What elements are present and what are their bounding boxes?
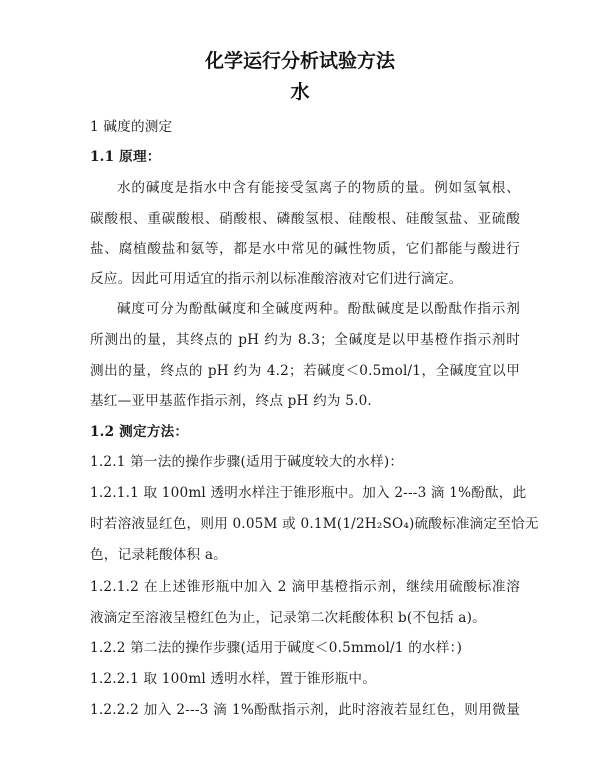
paragraph-line: 测出的量，终点的 pH 约为 4.2；若碱度＜0.5mol/1，全碱度宜以甲 bbox=[90, 363, 520, 379]
paragraph-line: 1.2.2.2 加入 2---3 滴 1%酚酞指示剂，此时溶液若显红色，则用微量 bbox=[90, 702, 520, 718]
paragraph-line: 碳酸根、重碳酸根、硝酸根、磷酸氢根、硅酸根、硅酸氢盐、亚硫酸 bbox=[90, 211, 520, 227]
section-heading: 1 碱度的测定 bbox=[90, 119, 173, 135]
document-subtitle: 水 bbox=[290, 81, 310, 103]
subsection-heading: 1.1 原理： bbox=[90, 149, 161, 165]
paragraph-line: 时若溶液显红色，则用 0.05M 或 0.1M(1/2H₂SO₄)硫酸标准滴定至恰无 bbox=[90, 516, 539, 532]
paragraph-line: 1.2.2.1 取 100ml 透明水样，置于锥形瓶中。 bbox=[90, 671, 377, 687]
paragraph-line: 碱度可分为酚酞碱度和全碱度两种。酚酞碱度是以酚酞作指示剂 bbox=[117, 301, 520, 317]
step-heading: 1.2.1 第一法的操作步骤(适用于碱度较大的水样)： bbox=[90, 454, 404, 470]
subsection-heading: 1.2 测定方法： bbox=[90, 424, 189, 440]
document-title: 化学运行分析试验方法 bbox=[204, 50, 395, 72]
paragraph-line: 水的碱度是指水中含有能接受氢离子的物质的量。例如氢氧根、 bbox=[117, 180, 520, 196]
step-heading: 1.2.2 第二法的操作步骤(适用于碱度＜0.5mmol/1 的水样：) bbox=[90, 640, 463, 656]
paragraph-line: 反应。因此可用适宜的指示剂以标准酸溶液对它们进行滴定。 bbox=[90, 271, 463, 287]
paragraph-line: 1.2.1.1 取 100ml 透明水样注于锥形瓶中。加入 2---3 滴 1%酚酞，此 bbox=[90, 485, 527, 501]
paragraph-line: 液滴定至溶液呈橙红色为止，记录第二次耗酸体积 b(不包括 a)。 bbox=[90, 610, 486, 626]
paragraph-line: 1.2.1.2 在上述锥形瓶中加入 2 滴甲基橙指示剂，继续用硫酸标准溶 bbox=[90, 579, 520, 595]
paragraph-line: 所测出的量，其终点的 pH 约为 8.3；全碱度是以甲基橙作指示剂时 bbox=[90, 332, 520, 348]
paragraph-line: 基红—亚甲基蓝作指示剂，终点 pH 约为 5.0. bbox=[90, 393, 372, 409]
paragraph-line: 盐、腐植酸盐和氨等，都是水中常见的碱性物质，它们都能与酸进行 bbox=[90, 241, 520, 257]
paragraph-line: 色，记录耗酸体积 a。 bbox=[90, 547, 227, 563]
